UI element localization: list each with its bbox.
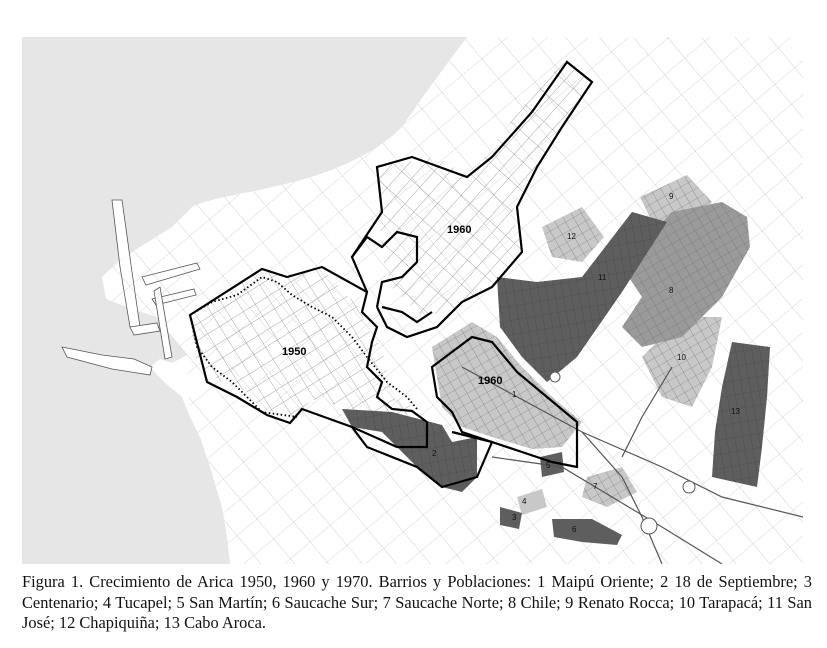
neighborhood-number-12: 12 [567,232,576,241]
neighborhood-number-4: 4 [522,497,527,506]
figure-caption: Figura 1. Crecimiento de Arica 1950, 1960 y 1970. Barrios y Poblaciones: 1 Maipú Oriente; 2 18 de Septiembre; 3 Centenario; 4 Tucapel; 5 San Martín; 6 Saucache Sur; 7 Saucache Norte; 8 Chile; 9 Renato Rocca; 10 Tarapacá; 11 San José; 12 Chapiquiña; 13 Cabo Aroca. [22,572,812,632]
neighborhood-number-5: 5 [546,461,551,470]
neighborhood-number-3: 3 [512,513,517,522]
neighborhood-number-6: 6 [572,525,577,534]
arica-growth-map [22,37,803,564]
neighborhood-number-8: 8 [669,286,674,295]
neighborhood-number-2: 2 [432,449,437,458]
year-label-1950: 1950 [282,346,307,358]
neighborhood-number-13: 13 [731,407,740,416]
neighborhood-number-10: 10 [677,353,686,362]
neighborhood-number-1: 1 [512,390,517,399]
year-label-1960-north: 1960 [447,224,472,236]
neighborhood-number-7: 7 [593,482,598,491]
neighborhood-number-9: 9 [669,192,674,201]
neighborhood-number-11: 11 [598,273,607,282]
year-label-1960-south: 1960 [478,375,503,387]
